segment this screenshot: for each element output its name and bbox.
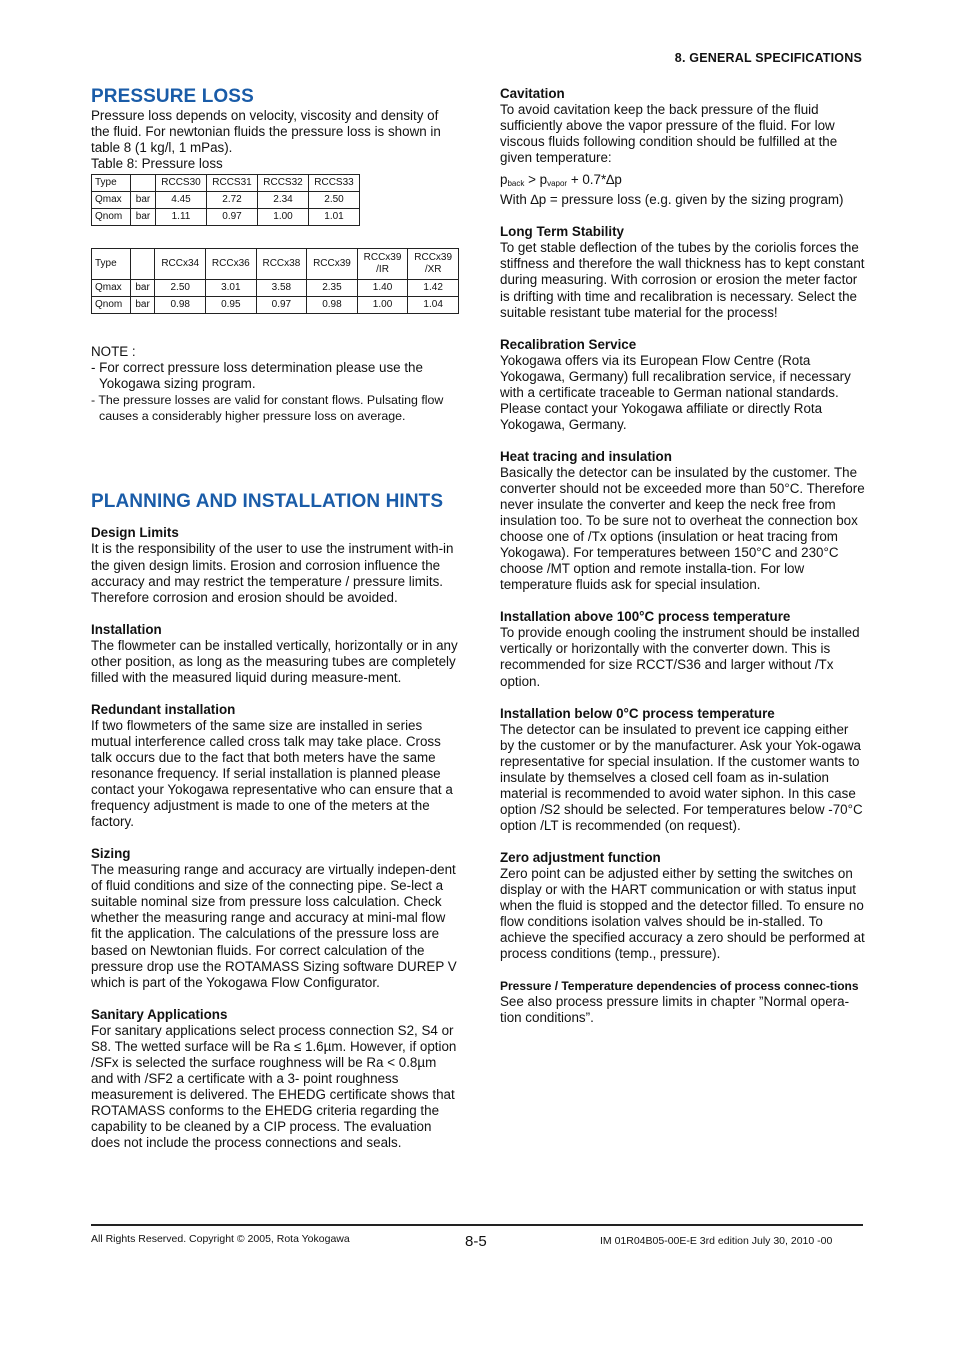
section-text: To get stable deflection of the tubes by the coriolis forces the stiffness and therefore the wall thickness has to kept constant during measuring. With corrosion or erosion the meter factor is drifting with time and recalibration is necessary. Select the suitable resistant tube material for the process! [500, 240, 865, 320]
table-cell: 0.97 [207, 209, 258, 226]
chapter-header: 8. GENERAL SPECIFICATIONS [674, 51, 862, 65]
heat-tracing-section [500, 449, 865, 593]
section-heading: Long Term Stability [500, 224, 624, 240]
table-cell: 1.00 [357, 297, 408, 314]
table-cell: 2.50 [309, 192, 360, 209]
table-cell: 0.95 [206, 297, 257, 314]
formula-sub: back [507, 179, 525, 189]
section-text: To avoid cavitation keep the back pressure of the fluid sufficiently above the vapor pressure of the fluid. For low viscous fluids following condition should be fulfilled at the given temperature: [500, 102, 838, 166]
table-cell: 2.50 [155, 280, 206, 297]
note-label: NOTE : [91, 344, 136, 360]
section-heading: Installation [91, 621, 162, 637]
table-cell: 1.01 [309, 209, 360, 226]
pressure-loss-table-1 [91, 174, 360, 226]
list-item: - For correct pressure loss determination please use the Yokogawa sizing program. [91, 360, 423, 392]
section-heading: Sanitary Applications [91, 1006, 228, 1022]
footer-divider [91, 1224, 863, 1226]
formula-part: p [500, 172, 508, 188]
table-cell: RCCS30 [156, 175, 207, 192]
pt-dependencies-section [500, 978, 865, 1026]
cavitation-formula [500, 172, 865, 192]
table-cell: 2.35 [307, 280, 358, 297]
table-row [92, 297, 459, 314]
section-text: Basically the detector can be insulated by the customer. The converter should not be exceeded more than 50°C. Therefore never insulate the converter and keep the neck free from insulation too. To be sure not to overheat the connection box choose one of /Tx options (insulation or heat tracing from Yokogawa). For temperatures between 150°C and 230°C choose /MT option and remote installa-tion. For low temperature fluids ask for special insulation. [500, 464, 865, 593]
sizing-section [91, 846, 459, 990]
footer-copyright: All Rights Reserved. Copyright © 2005, Rota Yokogawa [91, 1233, 350, 1245]
table-cell [131, 175, 156, 192]
section-text: If two flowmeters of the same size are installed in series mutual interference called cross talk may take place. Cross talk occurs due to the fact that both meters have the same resonance frequency. If serial installation is planned please contact your Yokogawa representative who can ensure that a frequency adjustment is made to one of the meters at the factory. [91, 717, 453, 830]
section-heading: Cavitation [500, 86, 565, 101]
table-cell: Qnom [92, 209, 131, 226]
section-text: Zero point can be adjusted either by setting the switches on display or with the HART communication or with status input when the fluid is stopped and the detector filled. To ensure no flow conditions isolation valves should be in-stalled. To achieve the specified accuracy a zero should be performed at process conditions (temp., pressure). [500, 865, 865, 962]
section-text: To provide enough cooling the instrument should be installed vertically or horizontally with the converter down. This is recommended for size RCCT/S36 and larger without /Tx option. [500, 625, 860, 689]
redundant-section [91, 702, 459, 830]
section-text: Yokogawa offers via its European Flow Centre (Rota Yokogawa, Germany) full recalibration service, if necessary with a certificate traceable to German national standards. Please contact your Yokogawa affiliate or directly Rota Yokogawa, Germany. [500, 352, 851, 432]
table-cell: bar [130, 280, 155, 297]
table-cell: 0.97 [256, 297, 307, 314]
section-heading: Design Limits [91, 525, 179, 541]
planning-title: PLANNING AND INSTALLATION HINTS [91, 491, 444, 513]
section-text: See also process pressure limits in chapter ”Normal opera-tion conditions”. [500, 994, 850, 1026]
design-limits-section [91, 525, 459, 605]
table-cell: 4.45 [156, 192, 207, 209]
formula-part: + 0.7*∆p [567, 172, 622, 188]
zero-adjust-section [500, 850, 865, 962]
table-cell: Type [92, 249, 131, 280]
table-header-row [92, 249, 459, 280]
table-cell: 3.01 [206, 280, 257, 297]
section-text: It is the responsibility of the user to use the instrument with-in the given design limits. Erosion and corrosion influence the accuracy and may restrict the temperature / pressure limits. Therefore corrosion and erosion should be avoided. [91, 541, 454, 605]
below-0-section [500, 706, 865, 834]
table-cell: 0.98 [307, 297, 358, 314]
section-heading: Heat tracing and insulation [500, 448, 672, 464]
table-cell: 2.72 [207, 192, 258, 209]
table-cell: RCCx39 [307, 249, 358, 280]
table-cell: 2.34 [258, 192, 309, 209]
footer-doc-id: IM 01R04B05-00E-E 3rd edition July 30, 2010 -00 [600, 1235, 833, 1247]
table-cell: RCCS33 [309, 175, 360, 192]
table-caption: Table 8: Pressure loss [91, 156, 223, 172]
list-item: - The pressure losses are valid for constant flows. Pulsating flow causes a considerably higher pressure loss on average. [91, 393, 444, 424]
long-term-section [500, 224, 865, 320]
table-cell: RCCx39 /XR [408, 249, 459, 280]
table-cell: 3.58 [256, 280, 307, 297]
table-cell: Type [92, 175, 131, 192]
pressure-loss-table-2 [91, 248, 459, 314]
table-cell: RCCx34 [155, 249, 206, 280]
table-cell: Qmax [92, 192, 131, 209]
section-text: The detector can be insulated to prevent ice capping either by the customer or by the manufacturer. Ask your Yok-ogawa representative for special insulation. If the customer wants to insulate by themselves a closed cell foam as in-sulation material is recommended to avoid water siphon. In this case option /S2 should be selected. For temperatures below -70°C option /LT is recommended (on request). [500, 721, 863, 833]
table-cell [130, 249, 155, 280]
table-cell: RCCS32 [258, 175, 309, 192]
table-cell: RCCx36 [206, 249, 257, 280]
pressure-loss-intro: Pressure loss depends on velocity, viscosity and density of the fluid. For newtonian fluids the pressure loss is shown in table 8 (1 kg/l, 1 mPas). [91, 108, 441, 156]
section-heading: Installation below 0°C process temperature [500, 705, 775, 721]
pressure-loss-title: PRESSURE LOSS [91, 86, 254, 107]
table-cell: bar [131, 209, 156, 226]
table-cell: 1.40 [357, 280, 408, 297]
left-column [91, 86, 459, 1167]
table-cell: Qnom [92, 297, 131, 314]
table-cell: RCCS31 [207, 175, 258, 192]
table-cell: RCCx38 [256, 249, 307, 280]
right-column [500, 86, 865, 1042]
recalibration-section [500, 337, 865, 433]
table-cell: RCCx39 /IR [357, 249, 408, 280]
table-row [92, 209, 360, 226]
section-heading: Sizing [91, 846, 131, 862]
note-list [91, 360, 459, 424]
section-text: The flowmeter can be installed vertically, horizontally or in any other position, as long as the measuring tubes are completely filled with the measured liquid during measure-ment. [91, 637, 458, 685]
section-heading: Installation above 100°C process temperature [500, 609, 791, 625]
section-heading: Recalibration Service [500, 336, 637, 352]
table-cell: Qmax [92, 280, 131, 297]
section-text: The measuring range and accuracy are virtually indepen-dent of fluid conditions and size of the connecting pipe. Se-lect a suitable nominal size from pressure loss calculation. Check whether the measuring range and accuracy at mini-mal flow fit the application. The calculations of the pressure loss are based on Newtonian fluids. For correct calculation of the pressure drop use the ROTAMASS Sizing software DUREP V which is part of the Yokogawa Flow Configurator. [91, 862, 457, 990]
section-text: For sanitary applications select process connection S2, S4 or S8. The wetted surface will be Ra ≤ 1.6µm. However, if option /SFx is selected the surface roughness will be Ra < 0.8µm and with /SF2 a certificate with a 3- point roughness measurement is delivered. The EHEDG certificate shows that ROTAMASS conforms to the EHEDG criteria regarding the capability to be cleaned by a CIP process. The evaluation does not include the process connections and seals. [91, 1022, 457, 1151]
table-cell: 1.00 [258, 209, 309, 226]
table-cell: bar [130, 297, 155, 314]
table-cell: 0.98 [155, 297, 206, 314]
table-cell: 1.11 [156, 209, 207, 226]
table-row [92, 280, 459, 297]
formula-sub: vapor [547, 179, 568, 189]
section-heading: Zero adjustment function [500, 849, 661, 865]
table-row [92, 192, 360, 209]
table-cell: 1.42 [408, 280, 459, 297]
cavitation-section [500, 86, 865, 208]
cavitation-with-text: With ∆p = pressure loss (e.g. given by the sizing program) [500, 192, 844, 208]
table-cell: 1.04 [408, 297, 459, 314]
section-heading: Pressure / Temperature dependencies of process connec-tions [500, 979, 859, 994]
sanitary-section [91, 1007, 459, 1151]
installation-section [91, 622, 459, 686]
table-cell: bar [131, 192, 156, 209]
above-100-section [500, 609, 865, 689]
table-header-row [92, 175, 360, 192]
formula-part: > p [524, 172, 548, 188]
page-number: 8-5 [465, 1233, 487, 1250]
section-heading: Redundant installation [91, 701, 236, 717]
